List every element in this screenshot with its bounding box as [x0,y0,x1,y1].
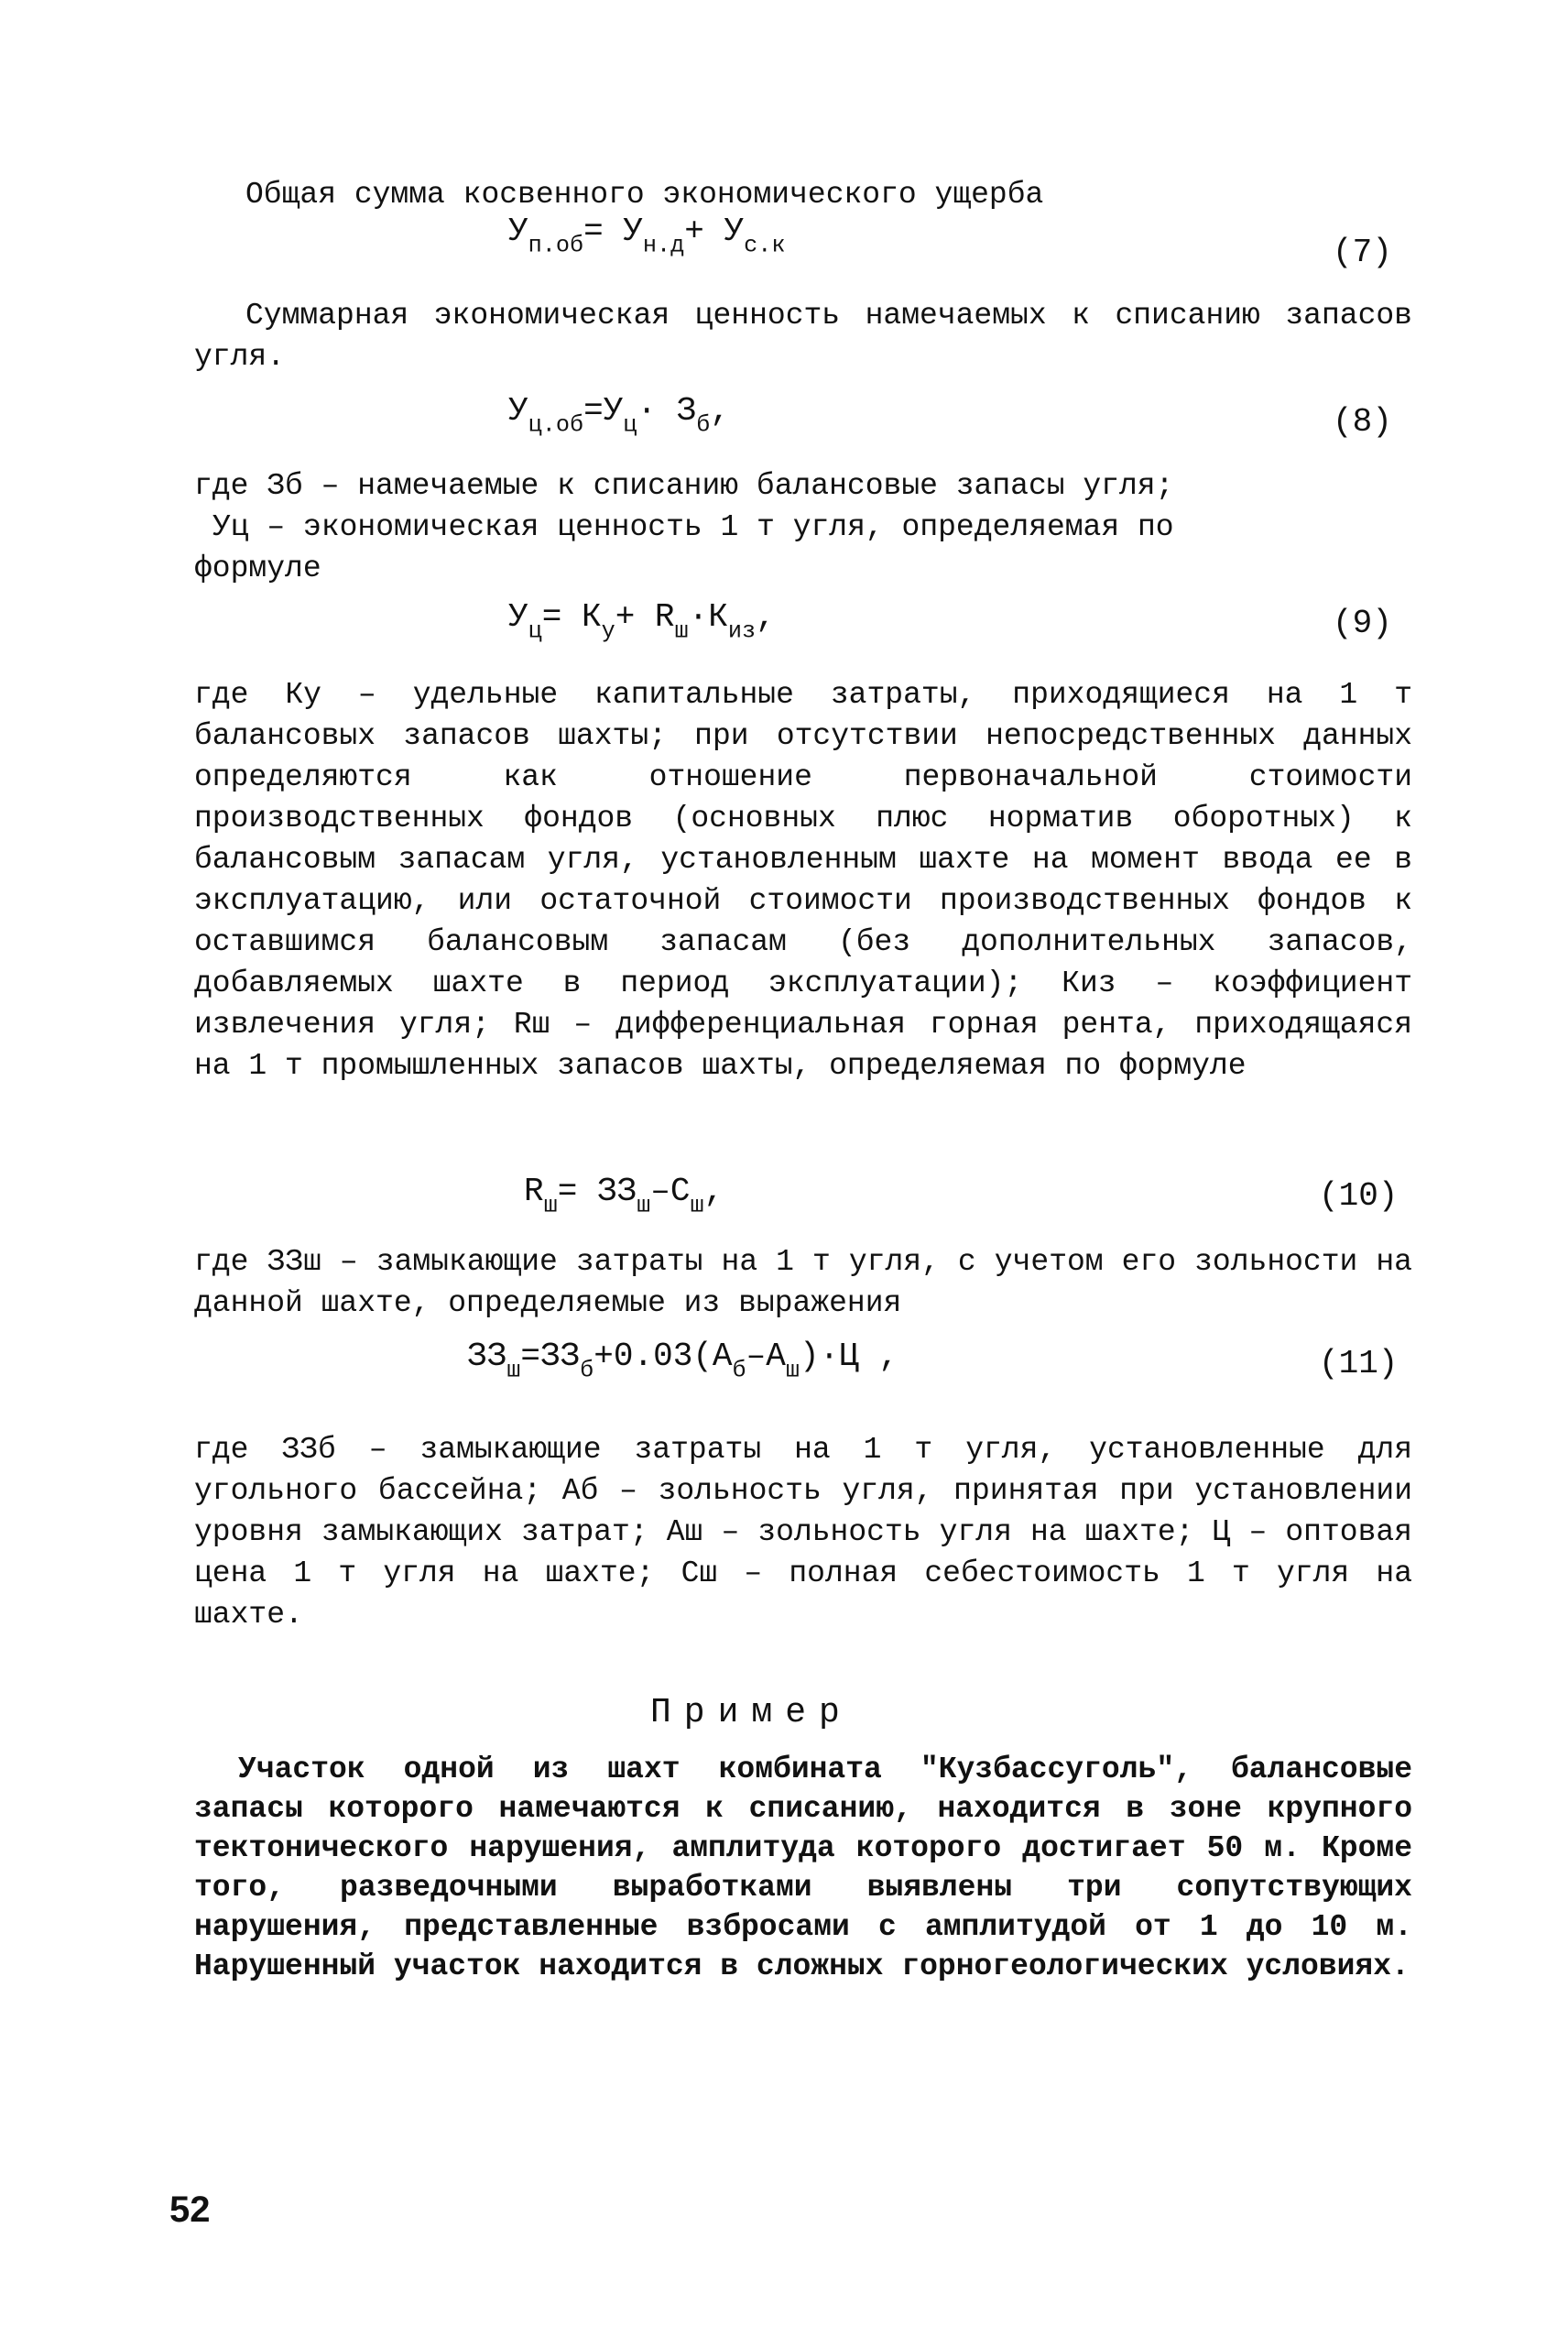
formula-9: $У_ц= К_у+ R_ш\cdot К_{из}$, [508,598,776,645]
where-9-text: где Ку – удельные капитальные затраты, приходящиеся на 1 т балансовых запасов шахты; при отсутствии непосредственных данных определяются как отношение первоначальной стоимости производственных фондов (основных плюс норматив оборотных) к балансовым запасам угля, установленным шахте на момент ввода ее в эксплуатацию, или остаточной стоимости производственных фондов к оставшимся балансовым запасам (без дополнительных запасов, добавляемых шахте в период эксплуатации); Киз – коэффициент извлечения угля; Rш – дифференциальная горная рента, приходящаяся на 1 т промышленных запасов шахты, определяемая по формуле [194,678,1412,1083]
paragraph-value [194,295,1412,377]
formula-11: $ЗЗ_ш=ЗЗ_б+0.03(А_б-А_ш)\cdot Ц$ , [467,1338,899,1384]
where-8-line2: Уц – экономическая ценность 1 т угля, определяемая по [212,510,1174,544]
where-10 [194,1241,1412,1324]
where-8-line3: формуле [194,551,321,585]
formula-9-number: (9) [1333,605,1392,642]
section-heading: Пример [650,1693,853,1732]
intro-text: Общая сумма косвенного экономического ущерба [245,178,1044,212]
formula-8-number: (8) [1333,403,1392,441]
formula-7-number: (7) [1333,234,1392,271]
formula-7: $У_{п.об}= У_{н.д}+ У_{с.к}$ [508,213,786,259]
where-9 [194,674,1412,1087]
example-text: Участок одной из шахт комбината "Кузбассуголь", балансовые запасы которого намечаются к списанию, находится в зоне крупного тектонического нарушения, амплитуда которого достигает 50 м. Кроме того, разведочными выработками выявлены три сопутствующих нарушения, представленные взбросами с амплитудой от 1 до 10 м. Нарушенный участок находится в сложных горногеологических условиях. [194,1753,1412,1983]
intro-line [245,174,1345,215]
example-paragraph [194,1750,1412,1986]
formula-8: $У_{ц.об}=У_ц\cdot З_б$, [508,392,730,439]
where-8 [194,465,1412,589]
where-10-text: где ЗЗш – замыкающие затраты на 1 т угля, с учетом его зольности на данной шахте, определяемые из выражения [194,1245,1412,1320]
formula-10: $R_ш= ЗЗ_ш-С_ш$, [524,1173,724,1219]
where-11 [194,1429,1412,1635]
formula-10-number: (10) [1319,1177,1399,1215]
paragraph-value-text: Суммарная экономическая ценность намечаемых к списанию запасов угля. [194,299,1412,374]
formula-11-number: (11) [1319,1345,1399,1382]
where-11-text: где ЗЗб – замыкающие затраты на 1 т угля, установленные для угольного бассейна; Аб – зольность угля, принятая при установлении уровня замыкающих затрат; Аш – зольность угля на шахте; Ц – оптовая цена 1 т угля на шахте; Сш – полная себестоимость 1 т угля на шахте. [194,1433,1412,1632]
where-8-line1: где Зб – намечаемые к списанию балансовые запасы угля; [194,469,1174,503]
page-number: 52 [169,2189,211,2230]
